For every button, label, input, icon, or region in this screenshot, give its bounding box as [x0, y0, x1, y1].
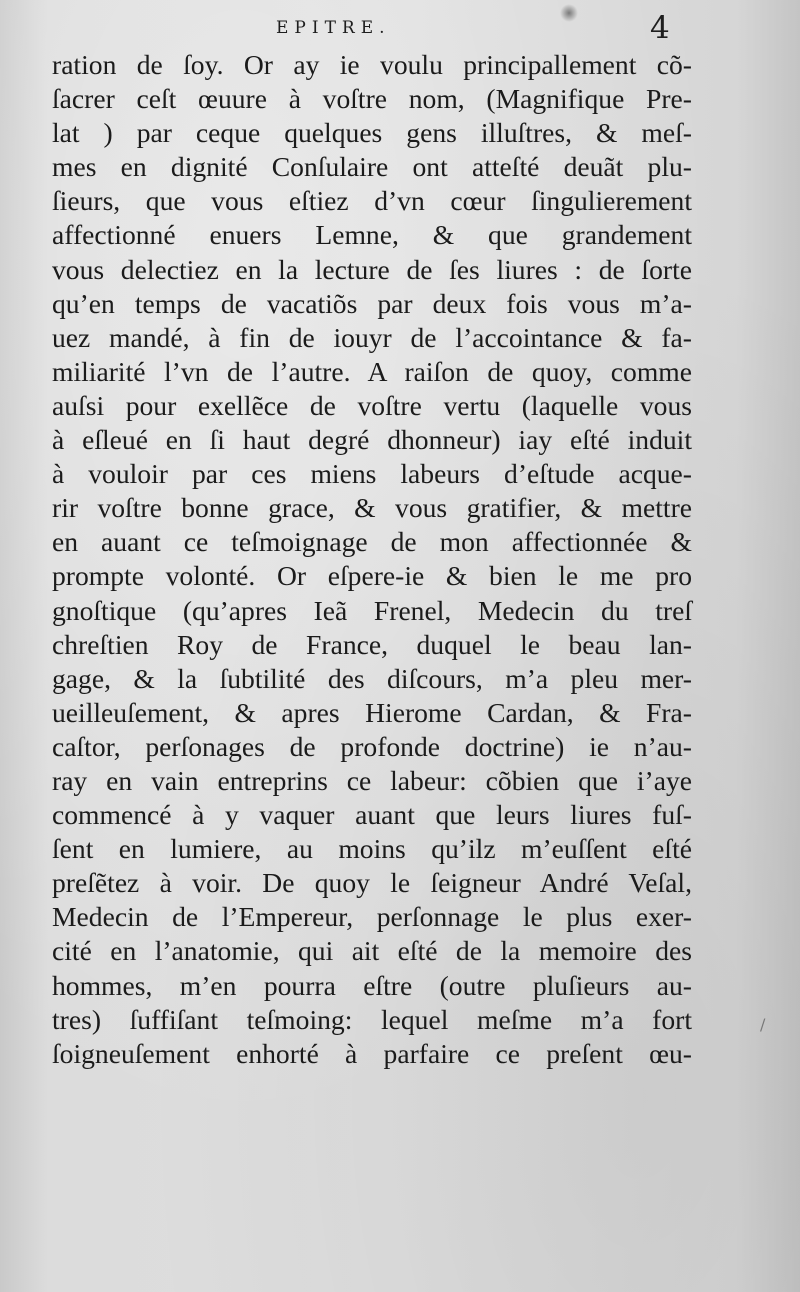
text-line: chreſtien Roy de France, duquel le beau lan- [52, 628, 692, 660]
text-line: ſent en lumiere, au moins qu’ilz m’euſſent eſté [52, 833, 692, 865]
text-line: ſacrer ceſt œuure à voſtre nom, (Magnifique Pre- [52, 83, 692, 115]
body-text [52, 48, 692, 1071]
ink-smudge [560, 4, 578, 22]
text-line: affectionné enuers Lemne, & que grandement [52, 219, 692, 251]
text-line: mes en dignité Conſulaire ont atteſté deuãt plu- [52, 151, 692, 183]
text-line: caſtor, perſonages de profonde doctrine) ie n’au- [52, 730, 692, 762]
text-line: commencé à y vaquer auant que leurs liures fuſ- [52, 799, 692, 831]
margin-pencil-mark: / [760, 1015, 766, 1034]
text-line: uez mandé, à fin de iouyr de l’accointance & fa- [52, 321, 692, 353]
text-line: gage, & la ſubtilité des diſcours, m’a pleu mer- [52, 662, 692, 694]
text-line: Medecin de l’Empereur, perſonnage le plus exer- [52, 901, 692, 933]
text-line: à vouloir par ces miens labeurs d’eſtude acque- [52, 458, 692, 490]
text-line: ray en vain entreprins ce labeur: cõbien que i’aye [52, 764, 692, 796]
text-line: miliarité l’vn de l’autre. A raiſon de quoy, comme [52, 355, 692, 387]
text-line: tres) ſuffiſant teſmoing: lequel meſme m’a fort [52, 1003, 692, 1035]
text-line: en auant ce teſmoignage de mon affectionnée & [52, 526, 692, 558]
text-line: ueilleuſement, & apres Hierome Cardan, & Fra- [52, 696, 692, 728]
text-line: ſieurs, que vous eſtiez d’vn cœur ſingulierement [52, 185, 692, 217]
text-line: ration de ſoy. Or ay ie voulu principallement cõ- [52, 49, 692, 80]
text-line: prompte volonté. Or eſpere-ie & bien le me pro [52, 560, 692, 592]
text-line: rir voſtre bonne grace, & vous gratifier, & mettre [52, 492, 692, 524]
page-number: 4 [650, 10, 670, 46]
running-head: EPITRE. [276, 18, 391, 38]
text-line: gnoſtique (qu’apres Ieã Frenel, Medecin du treſ [52, 594, 692, 626]
text-line: auſsi pour exellẽce de voſtre vertu (laquelle vous [52, 389, 692, 421]
text-line: hommes, m’en pourra eſtre (outre pluſieurs au- [52, 969, 692, 1001]
text-line: ſoigneuſement enhorté à parfaire ce preſent œu- [52, 1037, 692, 1069]
text-line: vous delectiez en la lecture de ſes liures : de ſorte [52, 253, 692, 285]
text-line: cité en l’anatomie, qui ait eſté de la memoire des [52, 935, 692, 967]
text-line: preſẽtez à voir. De quoy le ſeigneur André Veſal, [52, 867, 692, 899]
text-line: qu’en temps de vacatiõs par deux fois vous m’a- [52, 287, 692, 319]
text-line: à eſleué en ſi haut degré dhonneur) iay eſté induit [52, 424, 692, 456]
text-line: lat ) par ceque quelques gens illuſtres, & meſ- [52, 117, 692, 149]
